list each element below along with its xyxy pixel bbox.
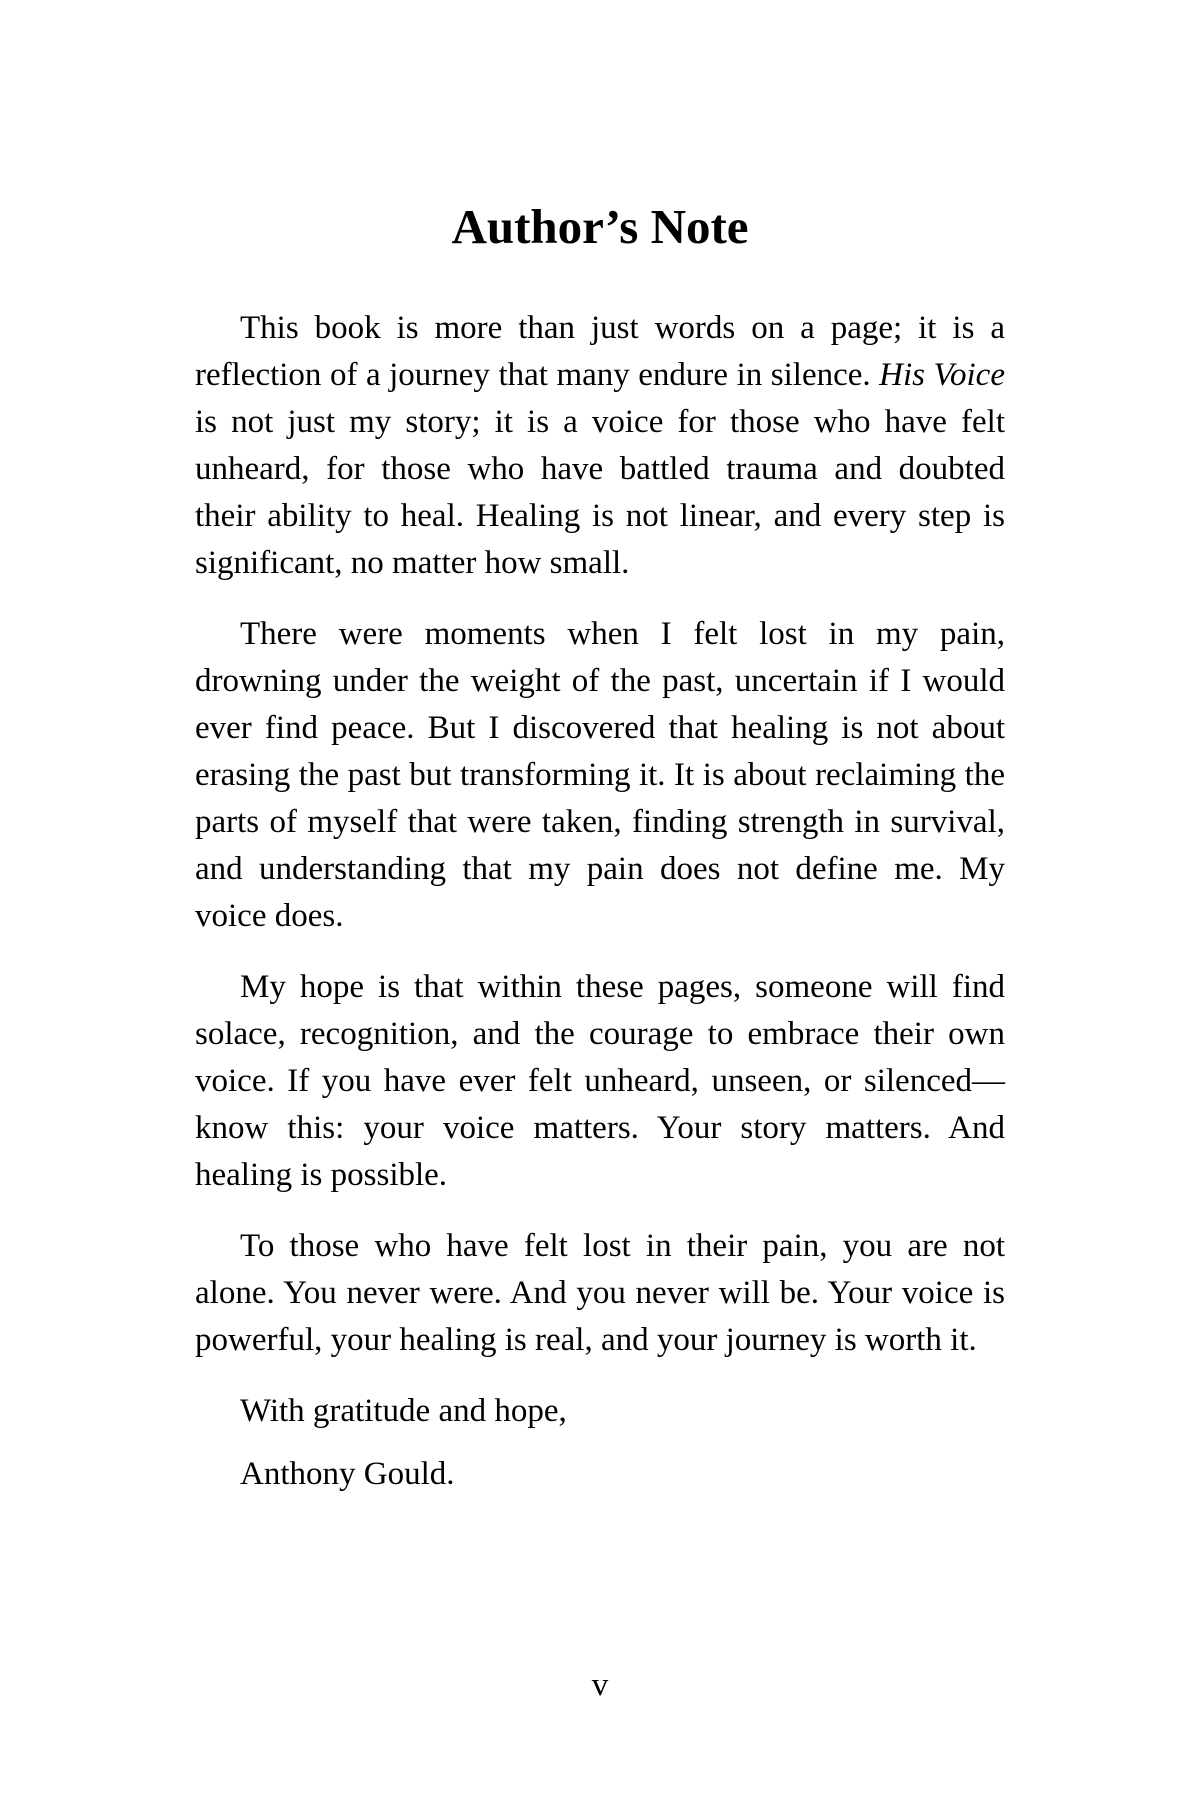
paragraph-2: There were moments when I felt lost in my pain, drowning under the weight of the past, uncertain if I would ever find peace. But I discovered that healing is not about erasing the past but transforming it. It is about reclaiming the parts of myself that were taken, finding strength in survival, and understanding that my pain does not define me. My voice does. [195, 616, 1005, 934]
closing-line: With gratitude and hope, [240, 1393, 567, 1429]
signature-line: Anthony Gould. [240, 1456, 455, 1492]
paragraph-4: To those who have felt lost in their pain, you are not alone. You never were. And you never will be. Your voice is powerful, your healing is real, and your journey is worth it. [195, 1228, 1005, 1358]
body-text-block [195, 305, 1005, 1498]
page-number: v [591, 1667, 609, 1703]
book-title-italic: His Voice [879, 357, 1005, 393]
page-title: Author’s Note [451, 199, 749, 254]
paragraph-1 [195, 305, 1005, 587]
paragraph-1-run-before: This book is more than just words on a page; it is a reflection of a journey that many endure in silence. [195, 310, 1005, 393]
paragraph-1-run-after: is not just my story; it is a voice for those who have felt unheard, for those who have battled trauma and doubted their ability to heal. Healing is not linear, and every step is significant, no matter how small. [195, 404, 1005, 581]
paragraph-3: My hope is that within these pages, someone will find solace, recognition, and the courage to embrace their own voice. If you have ever felt unheard, unseen, or silenced—know this: your voice matters. Your story matters. And healing is possible. [195, 969, 1005, 1193]
